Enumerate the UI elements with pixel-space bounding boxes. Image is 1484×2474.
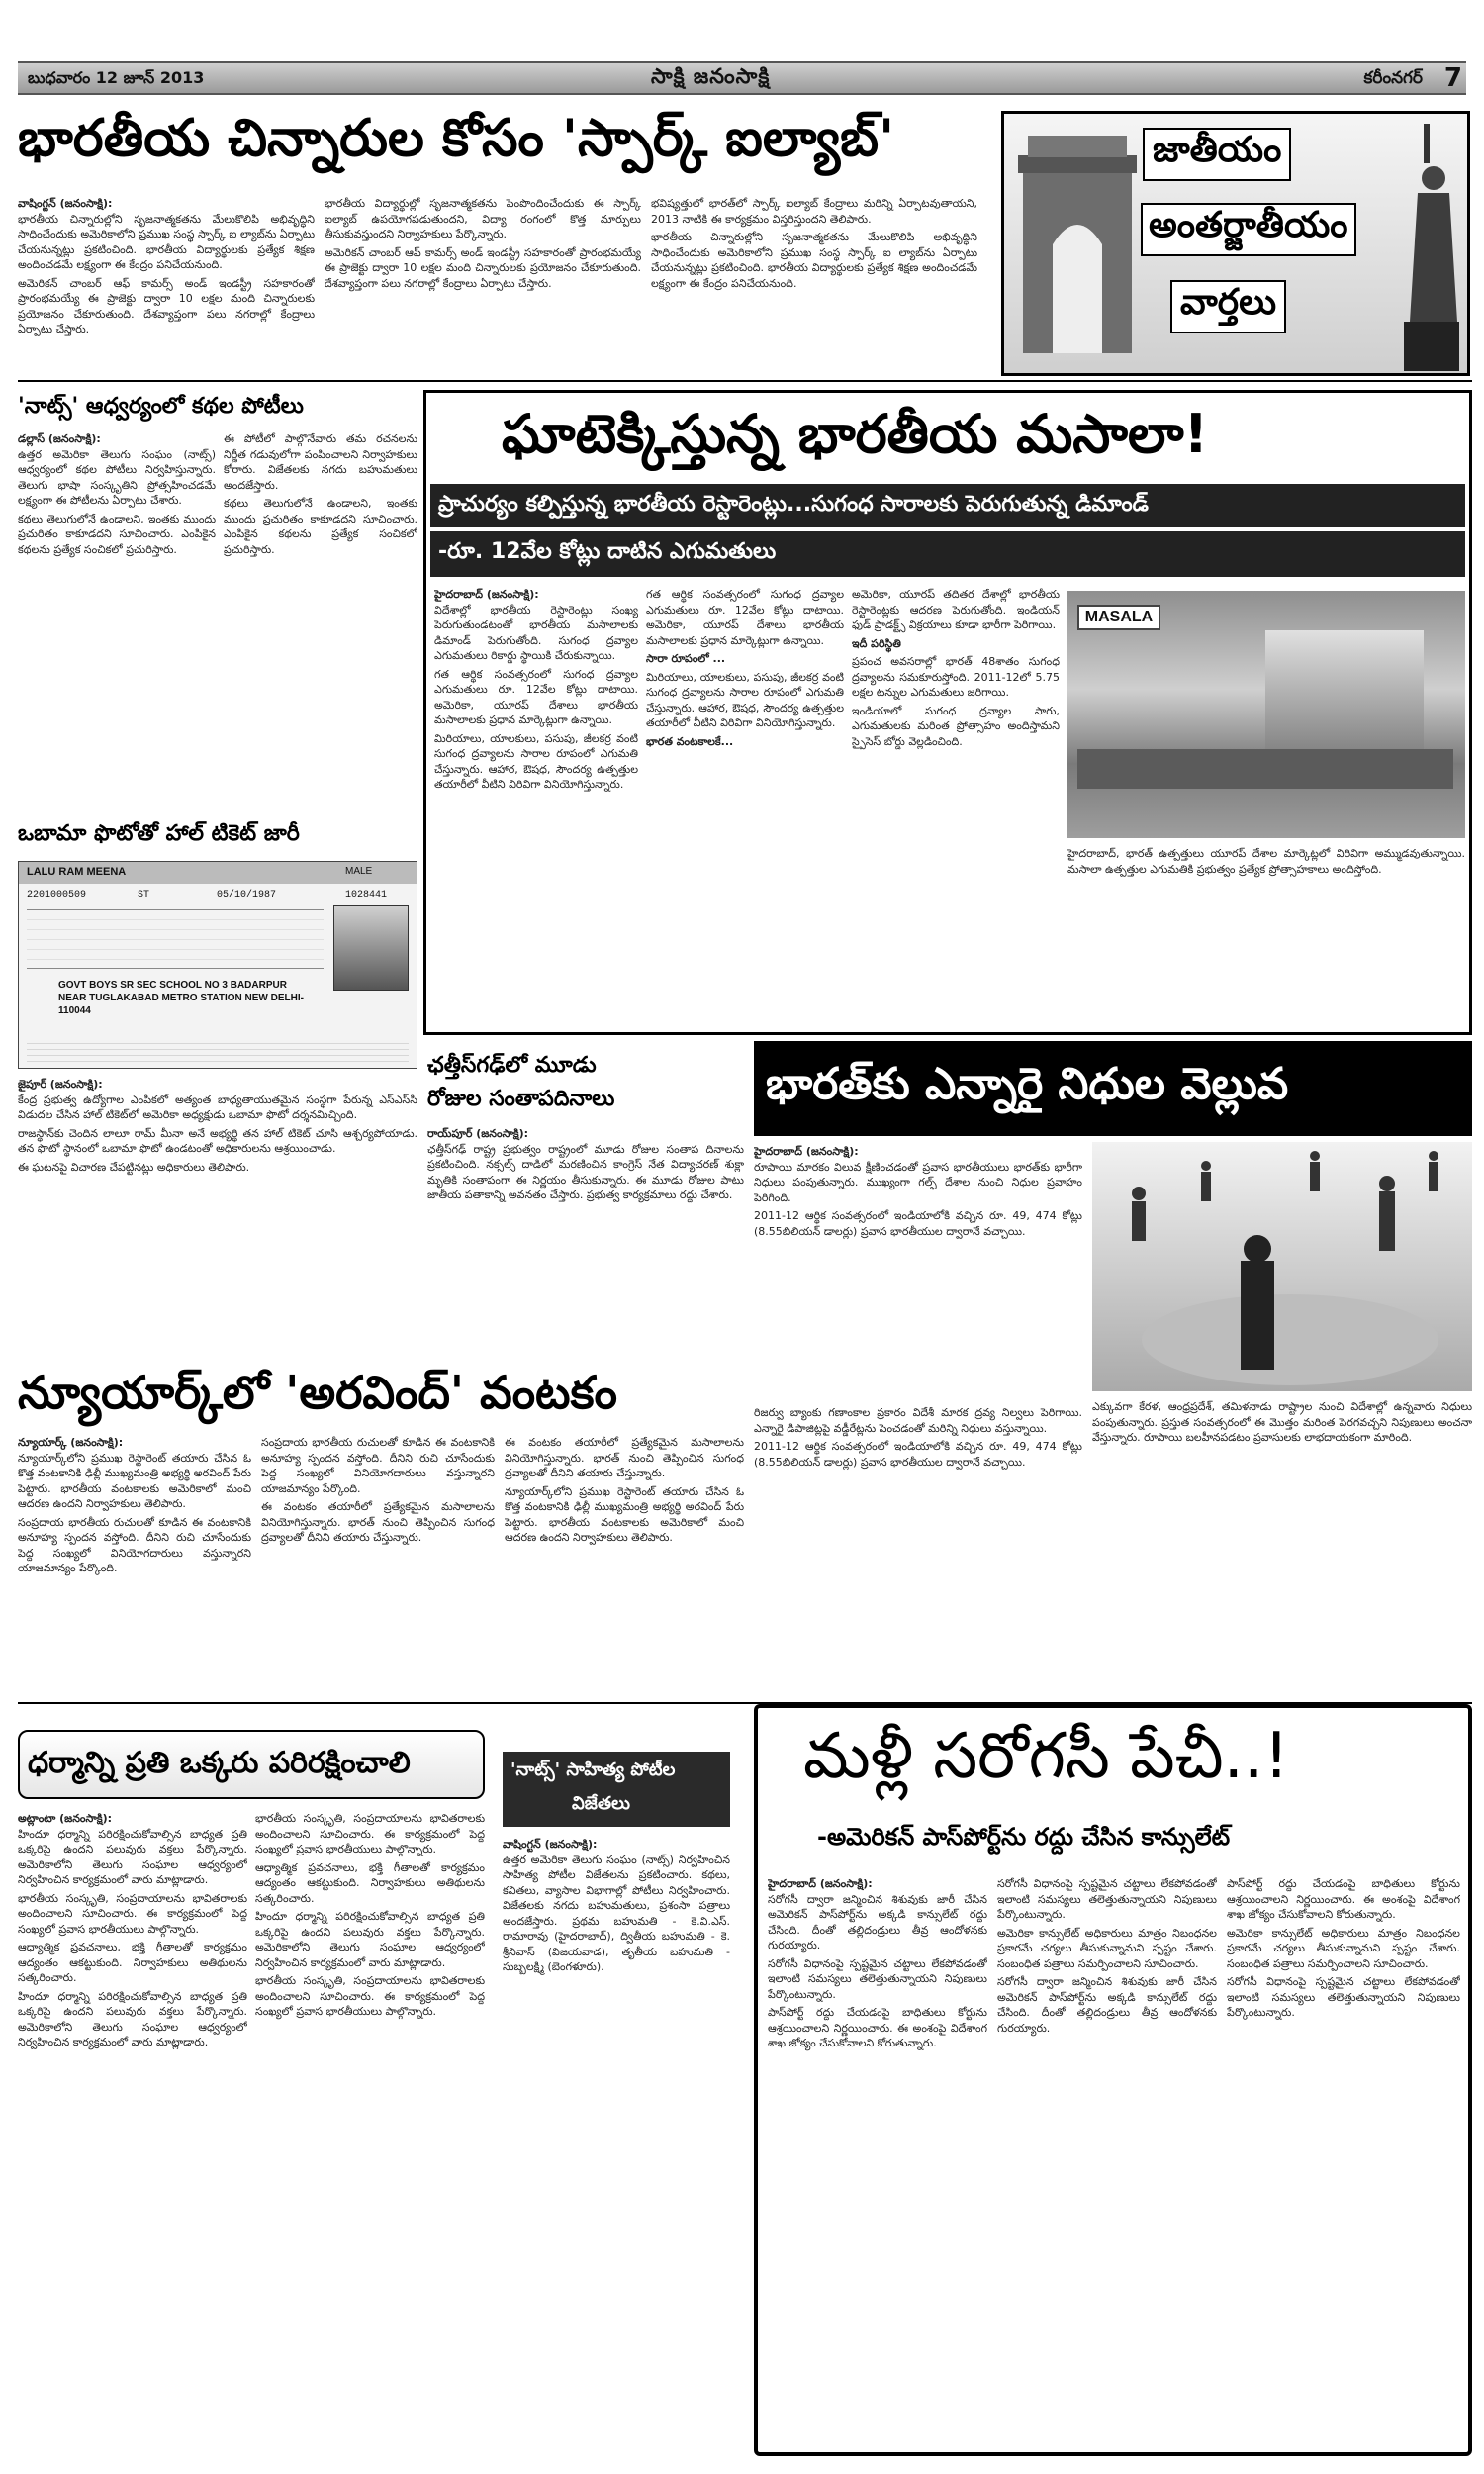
surrogacy-paragraph: అమెరికా కాన్సులేట్ అధికారులు మాత్రం నిబంధనల ప్రకారమే చర్యలు తీసుకున్నామని స్పష్టం చేశారు. సంబంధిత పత్రాలు సమర్పించాలని సూచించారు. — [1227, 1926, 1460, 1970]
lead-paragraph: అమెరికన్ చాంబర్ ఆఫ్ కామర్స్ అండ్ ఇండస్ట్రీ సహకారంతో ప్రారంభమయ్యే ఈ ప్రాజెక్టు ద్వారా 10 లక్షల మంది చిన్నారులకు ప్రయోజనం చేకూరుతుంది. దేశవ్యాప్తంగా పలు నగరాల్లో కేంద్రాలు ఏర్పాటు చేస్తారు. — [325, 245, 641, 290]
masala-col-3 — [852, 587, 1060, 1002]
masala-col-1 — [434, 587, 638, 1002]
dharma-paragraph: హిందూ ధర్మాన్ని పరిరక్షించుకోవాల్సిన బాధ్యత ప్రతి ఒక్కరిపై ఉందని పలువురు వక్తలు పేర్కొన్నారు. అమెరికాలోని తెలుగు సంఘాల ఆధ్వర్యంలో నిర్వహించిన కార్యక్రమంలో వారు మాట్లాడారు. — [18, 1827, 247, 1886]
surrogacy-col-1 — [768, 1876, 987, 2446]
surrogacy-paragraph: పాస్‌పోర్ట్ రద్దు చేయడంపై బాధితులు కోర్టును ఆశ్రయించాలని నిర్ణయించారు. ఈ అంశంపై విదేశాంగ శాఖ జోక్యం చేసుకోవాలని కోరుతున్నారు. — [768, 2006, 987, 2049]
masala-paragraph: మిరియాలు, యాలకులు, పసుపు, జీలకర్ర వంటి సుగంధ ద్రవ్యాలను సారాల రూపంలో ఎగుమతి చేస్తున్నారు. ఆహార, ఔషధ, సౌందర్య ఉత్పత్తుల తయారీలో వీటిని విరివిగా వినియోగిస్తున్నారు. — [434, 731, 638, 791]
section-banner — [1001, 111, 1470, 376]
chhattisgarh-paragraph: ఛత్తీస్‌గఢ్ రాష్ట్ర ప్రభుత్వం రాష్ట్రంలో మూడు రోజుల సంతాప దినాలను ప్రకటించింది. నక్సల్స్ దాడిలో మరణించిన కాంగ్రెస్ నేత విద్యాచరణ్ శుక్లా మృతికి సంతాపంగా ఈ నిర్ణయం తీసుకున్నారు. ఈ మూడు రోజుల పాటు జాతీయ పతాకాన్ని అవనతం చేస్తారు. ప్రభుత్వ కార్యక్రమాలు రద్దు చేశారు. — [427, 1142, 744, 1201]
arvind-headline: న్యూయార్క్‌లో 'అరవింద్' వంటకం — [18, 1366, 617, 1419]
banner-line-3: వార్తలు — [1170, 280, 1286, 333]
dharma-paragraph: భారతీయ సంస్కృతి, సంప్రదాయాలను భావితరాలకు అందించాలని సూచించారు. ఈ కార్యక్రమంలో పెద్ద సంఖ్యలో ప్రవాస భారతీయులు పాల్గొన్నారు. — [255, 1974, 485, 2018]
surrogacy-paragraph: సరోగసీ విధానంపై స్పష్టమైన చట్టాలు లేకపోవడంతో ఇలాంటి సమస్యలు తలెత్తుతున్నాయని నిపుణులు పేర్కొంటున్నారు. — [1227, 1975, 1460, 2019]
obama-paragraph: రాజస్థాన్‌కు చెందిన లాలూ రామ్ మీనా అనే అభ్యర్థి తన హాల్ టికెట్ చూసి ఆశ్చర్యపోయాడు. తన ఫొటో స్థానంలో ఒబామా ఫొటో ఉండటంతో అధికారులను ఆశ్రయించాడు. — [18, 1126, 417, 1155]
page-header — [18, 61, 1466, 95]
lead-col-3 — [651, 196, 977, 372]
nri-byline: హైదరాబాద్ (జనంసాక్షి): — [754, 1145, 859, 1158]
dharma-col-2 — [255, 1811, 485, 2444]
dharma-col-1 — [18, 1811, 247, 2444]
surrogacy-paragraph: సరోగసీ ద్వారా జన్మించిన శిశువుకు జారీ చేసిన అమెరికన్ పాస్‌పోర్ట్‌ను అక్కడి కాన్సులేట్ రద్దు చేసింది. దీంతో తల్లిదండ్రులు తీవ్ర ఆందోళనకు గురయ్యారు. — [997, 1975, 1217, 2035]
nats-winners-byline: వాషింగ్టన్ (జనంసాక్షి): — [503, 1838, 598, 1851]
nats-headline: 'నాట్స్' ఆధ్వర్యంలో కథల పోటీలు — [18, 394, 304, 419]
lead-paragraph: భారతీయ చిన్నారుల్లోని సృజనాత్మకతను మేలుకొలిపి అభివృద్ధిని సాధించేందుకు అమెరికాలోని ప్రముఖ సంస్థ స్పార్క్ ఐ ల్యాబ్‌ను ఏర్పాటు చేయనున్నట్లు ప్రకటించింది. భారతీయ విద్యార్థులకు ప్రత్యేక శిక్షణ అందించడమే లక్ష్యంగా ఈ కేంద్రం పనిచేయనుంది. — [651, 231, 977, 290]
arvind-paragraph: న్యూయార్క్‌లోని ప్రముఖ రెస్టారెంట్ తయారు చేసిన ఓ కొత్త వంటకానికి ఢిల్లీ ముఖ్యమంత్రి అభ్యర్థి అరవింద్ పేరు పెట్టారు. భారతీయ వంటకాలకు అమెరికాలో మంచి ఆదరణ ఉందని నిర్వాహకులు తెలిపారు. — [505, 1484, 744, 1544]
nri-headline: భారత్‌కు ఎన్నారై నిధుల వెల్లువ — [754, 1041, 1472, 1136]
ticket-instructions — [27, 1038, 409, 1062]
nri-col-1 — [754, 1144, 1082, 1401]
masala-deck-2: -రూ. 12వేల కోట్లు దాటిన ఎగుమతులు — [430, 531, 1465, 577]
masala-deck-1: ప్రాచుర్యం కల్పిస్తున్న భారతీయ రెస్టారెంట్లు...సుగంధ సారాలకు పెరుగుతున్న డిమాండ్ — [430, 484, 1465, 527]
nats-paragraph: కథలు తెలుగులోనే ఉండాలని, ఇంతకు ముందు ప్రచురితం కాకూడదని సూచించారు. ఎంపికైన కథలను ప్రత్యేక సంచికలో ప్రచురిస్తారు. — [224, 497, 417, 556]
nats-winners-paragraph: ఉత్తర అమెరికా తెలుగు సంఘం (నాట్స్) నిర్వహించిన సాహిత్య పోటీల విజేతలను ప్రకటించారు. కథలు, కవితలు, వ్యాసాల విభాగాల్లో పోటీలు నిర్వహించారు. విజేతలకు నగదు బహుమతులు, ప్రశంసా పత్రాలు అందజేస్తారు. ప్రథమ బహుమతి - కె.వి.ఎస్. రామారావు (హైదరాబాద్), ద్వితీయ బహుమతి - కె. శ్రీనివాస్ (విజయవాడ), తృతీయ బహుమతి - సుబ్బలక్ష్మి (బెంగళూరు). — [503, 1853, 730, 1973]
masala-paragraph: అమెరికా, యూరప్ తదితర దేశాల్లో భారతీయ రెస్టారెంట్లకు ఆదరణ పెరుగుతోంది. ఇండియన్ ఫుడ్ ప్రాడక్ట్స్ విక్రయాలు కూడా భారీగా పెరిగాయి. — [852, 588, 1060, 631]
obama-paragraph: ఈ ఘటనపై విచారణ చేపట్టినట్లు అధికారులు తెలిపారు. — [18, 1160, 250, 1174]
dharma-byline: అట్లాంటా (జనంసాక్షి): — [18, 1812, 113, 1825]
ticket-centre: GOVT BOYS SR SEC SCHOOL NO 3 BADARPUR NEAR TUGLAKABAD METRO STATION NEW DELHI-110044 — [58, 980, 304, 1016]
restaurant-photo — [1067, 591, 1465, 838]
ticket-number: 1028441 — [345, 890, 388, 901]
masala-paragraph: ఇండియాలో సుగంధ ద్రవ్యాల సాగు, ఎగుమతులకు మరింత ప్రోత్సాహం అందిస్తామని స్పైసెస్ బోర్డు వెల్లడించింది. — [852, 704, 1060, 748]
dharma-headline: ధర్మాన్ని ప్రతి ఒక్కరు పరిరక్షించాలి — [28, 1746, 411, 1780]
masala-headline: ఘాటెక్కిస్తున్న భారతీయ మసాలా! — [502, 403, 1209, 465]
masala-byline: హైదరాబాద్ (జనంసాక్షి): — [434, 588, 539, 601]
surrogacy-col-3 — [1227, 1876, 1460, 2446]
nats-winners-body — [503, 1837, 730, 2444]
lead-col-2 — [325, 196, 641, 372]
lead-headline: భారతీయ చిన్నారుల కోసం 'స్పార్క్ ఐల్యాబ్' — [18, 109, 895, 168]
obama-byline: జైపూర్ (జనంసాక్షి): — [18, 1078, 103, 1091]
lead-paragraph: భారతీయ చిన్నారుల్లోని సృజనాత్మకతను మేలుకొలిపి అభివృద్ధిని సాధించేందుకు అమెరికాలోని ప్రముఖ సంస్థ స్పార్క్ ఐ ల్యాబ్‌ను ఏర్పాటు చేయనున్నట్లు ప్రకటించింది. భారతీయ విద్యార్థులకు ప్రత్యేక శిక్షణ అందించడమే లక్ష్యంగా ఈ కేంద్రం పనిచేయనుంది. — [18, 212, 315, 271]
ticket-sex: MALE — [345, 866, 373, 877]
surrogacy-box — [754, 1704, 1472, 2456]
india-gate-icon — [1018, 136, 1137, 353]
statue-of-liberty-icon — [1400, 124, 1463, 371]
obama-paragraph: కేంద్ర ప్రభుత్వ ఉద్యోగాల ఎంపికలో అత్యంత బాధ్యతాయుతమైన సంస్థగా పేరున్న ఎస్ఎస్‌సి విడుదల చేసిన హాల్ టికెట్‌లో అమెరికా అధ్యక్షుడు ఒబామా ఫొటో దర్శనమిచ్చింది. — [18, 1093, 417, 1121]
nri-col-2 — [754, 1405, 1082, 1692]
edition-city: కరీంనగర్ — [1363, 68, 1423, 88]
chhattisgarh-headline-2: రోజుల సంతాపదినాలు — [427, 1087, 615, 1111]
ticket-dob: 05/10/1987 — [217, 890, 277, 901]
dharma-paragraph: భారతీయ సంస్కృతి, సంప్రదాయాలను భావితరాలకు అందించాలని సూచించారు. ఈ కార్యక్రమంలో పెద్ద సంఖ్యలో ప్రవాస భారతీయులు పాల్గొన్నారు. — [18, 1891, 247, 1936]
obama-body — [18, 1077, 417, 1324]
arvind-col-3 — [505, 1435, 744, 1694]
lead-paragraph: అమెరికన్ చాంబర్ ఆఫ్ కామర్స్ అండ్ ఇండస్ట్రీ సహకారంతో ప్రారంభమయ్యే ఈ ప్రాజెక్టు ద్వారా 10 లక్షల మంది చిన్నారులకు ప్రయోజనం చేకూరుతుంది. దేశవ్యాప్తంగా పలు నగరాల్లో కేంద్రాలు ఏర్పాటు చేస్తారు. — [18, 276, 315, 335]
nats-paragraph: ఉత్తర అమెరికా తెలుగు సంఘం (నాట్స్) ఆధ్వర్యంలో కథల పోటీలు నిర్వహిస్తున్నారు. తెలుగు భాషా సంస్కృతిని ప్రోత్సహించడమే లక్ష్యంగా ఈ పోటీలను ఏర్పాటు చేశారు. — [18, 447, 216, 507]
dharma-headline-box — [18, 1730, 485, 1799]
dharma-paragraph: హిందూ ధర్మాన్ని పరిరక్షించుకోవాల్సిన బాధ్యత ప్రతి ఒక్కరిపై ఉందని పలువురు వక్తలు పేర్కొన్నారు. అమెరికాలోని తెలుగు సంఘాల ఆధ్వర్యంలో నిర్వహించిన కార్యక్రమంలో వారు మాట్లాడారు. — [18, 1989, 247, 2048]
nri-col-3 — [1092, 1399, 1472, 1692]
nats-winners-headline-1: 'నాట్స్' సాహిత్య పోటీల — [510, 1760, 676, 1780]
nri-paragraph: రిజర్వు బ్యాంకు గణాంకాల ప్రకారం విదేశీ మారక ద్రవ్య నిల్వలు పెరిగాయి. ఎన్నారై డిపాజిట్లపై వడ్డీరేట్లను పెంచడంతో మరిన్ని నిధులు వస్తున్నాయి. — [754, 1406, 1082, 1435]
masala-sign: MASALA — [1077, 605, 1160, 630]
dharma-paragraph: హిందూ ధర్మాన్ని పరిరక్షించుకోవాల్సిన బాధ్యత ప్రతి ఒక్కరిపై ఉందని పలువురు వక్తలు పేర్కొన్నారు. అమెరికాలోని తెలుగు సంఘాల ఆధ్వర్యంలో నిర్వహించిన కార్యక్రమంలో వారు మాట్లాడారు. — [255, 1910, 485, 1969]
arvind-paragraph: న్యూయార్క్‌లోని ప్రముఖ రెస్టారెంట్ తయారు చేసిన ఓ కొత్త వంటకానికి ఢిల్లీ ముఖ్యమంత్రి అభ్యర్థి అరవింద్ పేరు పెట్టారు. భారతీయ వంటకాలకు అమెరికాలో మంచి ఆదరణ ఉందని నిర్వాహకులు తెలిపారు. — [18, 1451, 251, 1510]
arvind-paragraph: ఈ వంటకం తయారీలో ప్రత్యేకమైన మసాలాలను వినియోగిస్తున్నారు. భారత్ నుంచి తెప్పించిన సుగంధ ద్రవ్యాలతో దీనిని తయారు చేస్తున్నారు. — [261, 1500, 495, 1544]
masala-paragraph: మిరియాలు, యాలకులు, పసుపు, జీలకర్ర వంటి సుగంధ ద్రవ్యాలను సారాల రూపంలో ఎగుమతి చేస్తున్నారు. ఆహార, ఔషధ, సౌందర్య ఉత్పత్తుల తయారీలో వీటిని విరివిగా వినియోగిస్తున్నారు. — [646, 670, 844, 729]
hall-ticket-image — [18, 861, 417, 1069]
nats-col-2 — [224, 431, 417, 809]
surrogacy-col-2 — [997, 1876, 1217, 2446]
ticket-table — [27, 909, 324, 969]
nats-winners-headline-2: విజేతలు — [572, 1793, 630, 1814]
page-number: 7 — [1443, 63, 1462, 93]
masala-paragraph: విదేశాల్లో భారతీయ రెస్టారెంట్లు సంఖ్య పెరుగుతుండటంతో భారతీయ మసాలాలకు డిమాండ్ పెరుగుతోంది. సుగంధ ద్రవ్యాల ఎగుమతులు రికార్డు స్థాయికి చేరుకున్నాయి. — [434, 603, 638, 662]
lead-paragraph: భవిష్యత్తులో భారత్‌లో స్పార్క్ ఐల్యాబ్ కేంద్రాలు మరిన్ని ఏర్పాటవుతాయని, 2013 నాటికి ఈ కార్యక్రమం విస్తరిస్తుందని తెలిపారు. — [651, 197, 977, 226]
nri-paragraph: 2011-12 ఆర్థిక సంవత్సరంలో ఇండియాలోకి వచ్చిన రూ. 49, 474 కోట్లు (8.55బిలియన్ డాలర్లు) ప్రవాస భారతీయుల ద్వారానే వచ్చాయి. — [754, 1209, 1082, 1238]
arvind-paragraph: ఈ వంటకం తయారీలో ప్రత్యేకమైన మసాలాలను వినియోగిస్తున్నారు. భారత్ నుంచి తెప్పించిన సుగంధ ద్రవ్యాలతో దీనిని తయారు చేస్తున్నారు. — [505, 1436, 744, 1479]
divider — [18, 380, 1472, 382]
surrogacy-paragraph: సరోగసీ విధానంపై స్పష్టమైన చట్టాలు లేకపోవడంతో ఇలాంటి సమస్యలు తలెత్తుతున్నాయని నిపుణులు పేర్కొంటున్నారు. — [768, 1956, 987, 2001]
businessmen-icon — [1092, 1142, 1472, 1391]
arvind-byline: న్యూయార్క్ (జనంసాక్షి): — [18, 1436, 124, 1449]
masala-box — [423, 390, 1472, 1035]
masala-col-2 — [646, 587, 844, 1002]
chhattisgarh-byline: రాయ్‌పూర్ (జనంసాక్షి): — [427, 1127, 529, 1140]
surrogacy-paragraph: సరోగసీ ద్వారా జన్మించిన శిశువుకు జారీ చేసిన అమెరికన్ పాస్‌పోర్ట్‌ను అక్కడి కాన్సులేట్ రద్దు చేసింది. దీంతో తల్లిదండ్రులు తీవ్ర ఆందోళనకు గురయ్యారు. — [768, 1892, 987, 1951]
surrogacy-paragraph: పాస్‌పోర్ట్ రద్దు చేయడంపై బాధితులు కోర్టును ఆశ్రయించాలని నిర్ణయించారు. ఈ అంశంపై విదేశాంగ శాఖ జోక్యం చేసుకోవాలని కోరుతున్నారు. — [1227, 1877, 1460, 1921]
masala-subhead: భారత వంటకాలకే... — [646, 734, 734, 748]
nats-paragraph: కథలు తెలుగులోనే ఉండాలని, ఇంతకు ముందు ప్రచురితం కాకూడదని సూచించారు. ఎంపికైన కథలను ప్రత్యేక సంచికలో ప్రచురిస్తారు. — [18, 512, 216, 556]
nri-paragraph: ఎక్కువగా కేరళ, ఆంధ్రప్రదేశ్, తమిళనాడు రాష్ట్రాల నుంచి విదేశాల్లో ఉన్నవారు నిధులు పంపుతున్నారు. ప్రస్తుత సంవత్సరంలో ఈ మొత్తం మరింత పెరగవచ్చని నిపుణులు అంచనా వేస్తున్నారు. రూపాయి బలహీనపడటం ప్రవాసులకు లాభదాయకంగా మారింది. — [1092, 1400, 1472, 1444]
banner-line-2: అంతర్జాతీయం — [1141, 203, 1356, 256]
lead-paragraph: భారతీయ విద్యార్థుల్లో సృజనాత్మకతను పెంపొందించేందుకు ఈ స్పార్క్ ఐల్యాబ్ ఉపయోగపడుతుందని, విద్యా రంగంలో కొత్త మార్పులు తీసుకువస్తుందని నిర్వాహకులు పేర్కొన్నారు. — [325, 197, 641, 240]
ticket-roll: 2201000509 — [27, 890, 87, 901]
masala-paragraph: గత ఆర్థిక సంవత్సరంలో సుగంధ ద్రవ్యాల ఎగుమతులు రూ. 12వేల కోట్లు దాటాయి. అమెరికా, యూరప్ దేశాలు భారతీయ మసాలాలకు ప్రధాన మార్కెట్లుగా ఉన్నాయి. — [434, 667, 638, 726]
masala-paragraph: హైదరాబాద్, భారత్ ఉత్పత్తులు యూరప్ దేశాల మార్కెట్లలో విరివిగా అమ్ముడవుతున్నాయి. మసాలా ఉత్పత్తుల ఎగుమతికి ప్రభుత్వం ప్రత్యేక ప్రోత్సాహకాలు అందిస్తోంది. — [1067, 847, 1465, 876]
lead-byline: వాషింగ్టన్ (జనంసాక్షి): — [18, 197, 113, 210]
nri-paragraph: 2011-12 ఆర్థిక సంవత్సరంలో ఇండియాలోకి వచ్చిన రూ. 49, 474 కోట్లు (8.55బిలియన్ డాలర్లు) ప్రవాస భారతీయుల ద్వారానే వచ్చాయి. — [754, 1440, 1082, 1469]
surrogacy-headline: మళ్లీ సరోగసీ పేచీ..! — [803, 1720, 1290, 1793]
arvind-paragraph: సంప్రదాయ భారతీయ రుచులతో కూడిన ఈ వంటకానికి అనూహ్య స్పందన వస్తోంది. దీనిని రుచి చూసేందుకు పెద్ద సంఖ్యలో వినియోగదారులు వస్తున్నారని యాజమాన్యం పేర్కొంది. — [261, 1436, 495, 1495]
nats-winners-headline-box — [503, 1752, 730, 1827]
lead-col-1 — [18, 196, 315, 372]
masala-subhead: సారా రూపంలో ... — [646, 652, 726, 665]
banner-line-1: జాతీయం — [1143, 128, 1291, 181]
nri-illustration — [1092, 1142, 1472, 1391]
masala-subhead: ఇదీ పరిస్థితి — [852, 636, 901, 650]
surrogacy-byline: హైదరాబాద్ (జనంసాక్షి): — [768, 1877, 873, 1890]
masala-paragraph: ప్రపంచ అవసరాల్లో భారత్ 48శాతం సుగంధ ద్రవ్యాలను సమకూరుస్తోంది. 2011-12లో 5.75 లక్షల టన్నుల ఎగుమతులు జరిగాయి. — [852, 655, 1060, 699]
obama-photo — [333, 905, 409, 991]
surrogacy-subhead: -అమెరికన్ పాస్‌పోర్ట్‌ను రద్దు చేసిన కాన్సులేట్ — [817, 1823, 1231, 1851]
arvind-paragraph: సంప్రదాయ భారతీయ రుచులతో కూడిన ఈ వంటకానికి అనూహ్య స్పందన వస్తోంది. దీనిని రుచి చూసేందుకు పెద్ద సంఖ్యలో వినియోగదారులు వస్తున్నారని యాజమాన్యం పేర్కొంది. — [18, 1515, 251, 1574]
chhattisgarh-body — [427, 1126, 744, 1324]
ticket-name: LALU RAM MEENA — [27, 866, 127, 878]
issue-date: బుధవారం 12 జూన్ 2013 — [28, 68, 205, 87]
arvind-col-2 — [261, 1435, 495, 1694]
chhattisgarh-headline-1: ఛత్తీస్‌గఢ్‌లో మూడు — [427, 1053, 597, 1078]
nri-paragraph: రూపాయి మారకం విలువ క్షీణించడంతో ప్రవాస భారతీయులు భారత్‌కు భారీగా నిధులు పంపుతున్నారు. ముఖ్యంగా గల్ఫ్ దేశాల నుంచి నిధుల ప్రవాహం పెరిగింది. — [754, 1160, 1082, 1204]
dharma-paragraph: భారతీయ సంస్కృతి, సంప్రదాయాలను భావితరాలకు అందించాలని సూచించారు. ఈ కార్యక్రమంలో పెద్ద సంఖ్యలో ప్రవాస భారతీయులు పాల్గొన్నారు. — [255, 1812, 485, 1856]
obama-headline: ఒబామా ఫొటోతో హాల్ టికెట్ జారీ — [18, 821, 300, 846]
dharma-paragraph: ఆధ్యాత్మిక ప్రవచనాలు, భక్తి గీతాలతో కార్యక్రమం ఆద్యంతం ఆకట్టుకుంది. నిర్వాహకులు అతిథులను సత్కరించారు. — [18, 1941, 247, 1984]
arvind-col-1 — [18, 1435, 251, 1694]
dharma-paragraph: ఆధ్యాత్మిక ప్రవచనాలు, భక్తి గీతాలతో కార్యక్రమం ఆద్యంతం ఆకట్టుకుంది. నిర్వాహకులు అతిథులను సత్కరించారు. — [255, 1860, 485, 1905]
masala-paragraph: గత ఆర్థిక సంవత్సరంలో సుగంధ ద్రవ్యాల ఎగుమతులు రూ. 12వేల కోట్లు దాటాయి. అమెరికా, యూరప్ దేశాలు భారతీయ మసాలాలకు ప్రధాన మార్కెట్లుగా ఉన్నాయి. — [646, 588, 844, 647]
surrogacy-paragraph: సరోగసీ విధానంపై స్పష్టమైన చట్టాలు లేకపోవడంతో ఇలాంటి సమస్యలు తలెత్తుతున్నాయని నిపుణులు పేర్కొంటున్నారు. — [997, 1877, 1217, 1921]
brand-name: సాక్షి జనంసాక్షి — [651, 64, 771, 88]
surrogacy-paragraph: అమెరికా కాన్సులేట్ అధికారులు మాత్రం నిబంధనల ప్రకారమే చర్యలు తీసుకున్నామని స్పష్టం చేశారు. సంబంధిత పత్రాలు సమర్పించాలని సూచించారు. — [997, 1926, 1217, 1970]
ticket-category: ST — [138, 890, 150, 901]
nats-byline: డల్లాస్ (జనంసాక్షి): — [18, 432, 101, 445]
nats-paragraph: ఈ పోటీలో పాల్గొనేవారు తమ రచనలను నిర్ణీత గడువులోగా పంపించాలని నిర్వాహకులు కోరారు. విజేతలకు నగదు బహుమతులు అందజేస్తారు. — [224, 432, 417, 492]
masala-col-4 — [1067, 846, 1465, 1004]
nats-col-1 — [18, 431, 216, 809]
